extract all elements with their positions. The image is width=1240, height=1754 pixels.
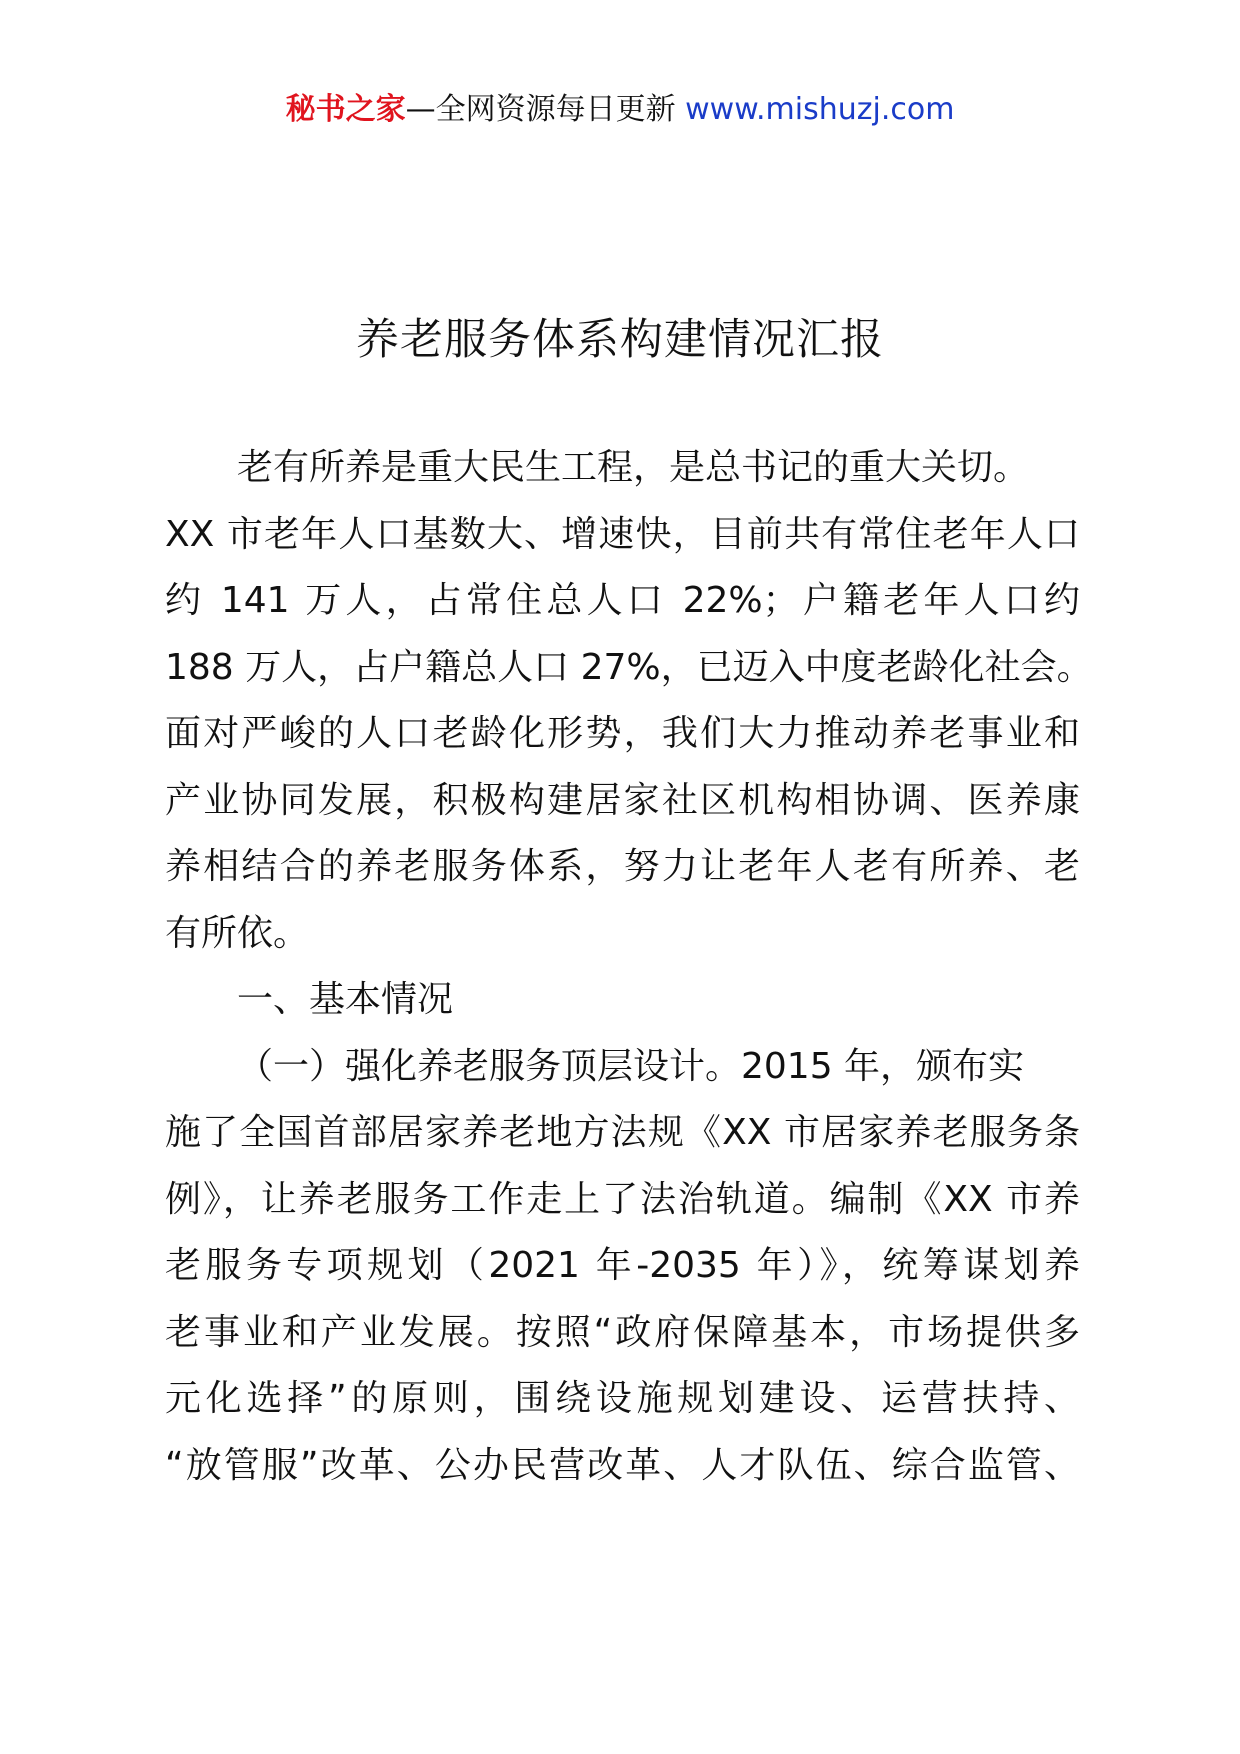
paragraph-line: 施了全国首部居家养老地方法规《XX 市居家养老服务条: [165, 1112, 1080, 1153]
paragraph-line: 面对严峻的人口老龄化形势，我们大力推动养老事业和: [165, 713, 1080, 754]
paragraph-line: 约 141 万人，占常住总人口 22%；户籍老年人口约: [165, 580, 1080, 621]
paragraph-line: XX 市老年人口基数大、增速快，目前共有常住老年人口: [165, 513, 1080, 555]
paragraph-line: 元化选择”的原则，围绕设施规划建设、运营扶持、: [165, 1378, 1080, 1419]
header-slogan: —全网资源每日更新: [405, 92, 686, 127]
paragraph-line: 有所依。: [165, 912, 310, 954]
paragraph-line: 老服务专项规划（2021 年-2035 年）》，统筹谋划养: [165, 1245, 1080, 1286]
paragraph-line: 188 万人，占户籍总人口 27%，已迈入中度老龄化社会。: [165, 646, 1093, 688]
paragraph-line: 老有所养是重大民生工程，是总书记的重大关切。: [237, 447, 1030, 488]
document-title: 养老服务体系构建情况汇报: [356, 315, 884, 365]
paragraph-line: 老事业和产业发展。按照“政府保障基本，市场提供多: [165, 1311, 1080, 1353]
paragraph-line: 产业协同发展，积极构建居家社区机构相协调、医养康: [165, 779, 1080, 821]
paragraph-line: “放管服”改革、公办民营改革、人才队伍、综合监管、: [165, 1444, 1080, 1486]
brand-name: 秘书之家: [285, 92, 406, 127]
paragraph-line: 例》，让养老服务工作走上了法治轨道。编制《XX 市养: [165, 1178, 1080, 1220]
subsection-heading-line: （一）强化养老服务顶层设计。2015 年，颁布实: [237, 1045, 1025, 1087]
site-header: [0, 88, 1240, 132]
document-body: [165, 435, 1093, 1499]
site-url[interactable]: www.mishuzj.com: [685, 92, 955, 127]
section-heading: 一、基本情况: [237, 979, 454, 1020]
paragraph-line: 养相结合的养老服务体系，努力让老年人老有所养、老: [165, 846, 1080, 887]
